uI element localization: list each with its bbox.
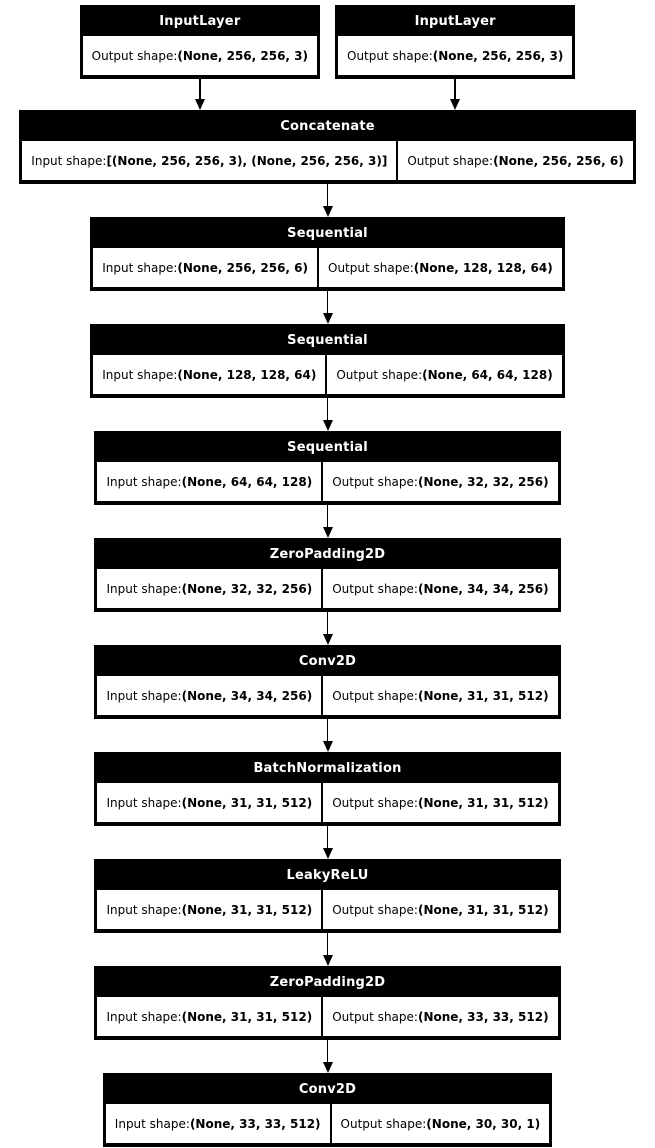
edge-line <box>327 719 329 741</box>
arrowhead-icon <box>323 848 333 859</box>
shape-value: (None, 34, 34, 256) <box>181 688 313 703</box>
input-shape-cell <box>97 462 321 501</box>
connector-arrow <box>323 184 333 217</box>
layer-shapes <box>96 997 558 1038</box>
edge-line <box>327 612 329 634</box>
arrowhead-icon <box>195 99 205 110</box>
layer-shapes <box>96 783 558 824</box>
shape-label: Output shape: <box>407 153 494 168</box>
layer-title: BatchNormalization <box>96 754 558 783</box>
output-shape-cell <box>83 36 317 75</box>
edge-gap <box>323 826 333 859</box>
shape-value: (None, 256, 256, 3) <box>177 48 308 63</box>
shape-label: Output shape: <box>332 795 418 810</box>
arrowhead-icon <box>323 420 333 431</box>
layer-node-inputlayer-2 <box>335 5 575 79</box>
output-shape-cell <box>338 36 572 75</box>
layer-title: Sequential <box>92 326 562 355</box>
layer-title: ZeroPadding2D <box>96 968 558 997</box>
output-shape-cell <box>398 141 632 180</box>
shape-value: (None, 32, 32, 256) <box>181 581 313 596</box>
shape-value: (None, 256, 256, 6) <box>177 260 308 275</box>
layer-shapes <box>96 890 558 931</box>
shape-value: (None, 31, 31, 512) <box>417 688 549 703</box>
shape-value: (None, 31, 31, 512) <box>181 795 313 810</box>
shape-value: [(None, 256, 256, 3), (None, 256, 256, 3)] <box>106 153 388 168</box>
shape-value: (None, 30, 30, 1) <box>426 1116 541 1131</box>
edge-gap <box>323 933 333 966</box>
layer-node-sequential-1 <box>90 217 564 291</box>
output-shape-cell <box>327 355 561 394</box>
arrowhead-icon <box>323 206 333 217</box>
layer-node-zeropadding2d-1 <box>94 538 560 612</box>
edge-gap <box>323 398 333 431</box>
connector-arrow <box>323 933 333 966</box>
shape-label: Output shape: <box>336 367 423 382</box>
output-shape-cell <box>323 676 557 715</box>
arrowhead-icon <box>323 313 333 324</box>
arrowhead-icon <box>450 99 460 110</box>
shape-label: Input shape: <box>106 474 182 489</box>
layer-shapes <box>82 36 318 77</box>
connector-arrow <box>323 398 333 431</box>
input-shape-cell <box>97 997 321 1036</box>
output-shape-cell <box>323 997 557 1036</box>
output-shape-cell <box>323 462 557 501</box>
output-shape-cell <box>319 248 562 287</box>
layer-node-sequential-2 <box>90 324 564 398</box>
shape-label: Output shape: <box>91 48 178 63</box>
shape-label: Output shape: <box>328 260 414 275</box>
shape-label: Input shape: <box>102 260 178 275</box>
layer-title: Sequential <box>96 433 558 462</box>
shape-value: (None, 34, 34, 256) <box>417 581 549 596</box>
edge-line <box>327 933 329 955</box>
layer-node-conv2d-2 <box>103 1073 552 1147</box>
layer-title: Concatenate <box>21 112 633 141</box>
shape-value: (None, 256, 256, 6) <box>493 153 624 168</box>
input-layers-row <box>80 5 576 110</box>
shape-label: Input shape: <box>102 367 178 382</box>
output-shape-cell <box>323 569 557 608</box>
shape-value: (None, 31, 31, 512) <box>417 902 549 917</box>
edge-line <box>327 1040 329 1062</box>
shape-label: Input shape: <box>106 902 182 917</box>
edge-line <box>199 79 201 99</box>
layer-node-batchnormalization <box>94 752 560 826</box>
edge-gap <box>323 291 333 324</box>
connector-arrow <box>323 1040 333 1073</box>
input-shape-cell <box>97 676 321 715</box>
connector-arrow <box>323 505 333 538</box>
arrowhead-icon <box>323 634 333 645</box>
edge-line <box>327 505 329 527</box>
shape-label: Output shape: <box>332 1009 418 1024</box>
shape-value: (None, 64, 64, 128) <box>181 474 313 489</box>
connector-arrow <box>323 719 333 752</box>
layer-title: ZeroPadding2D <box>96 540 558 569</box>
input-shape-cell <box>22 141 396 180</box>
input-shape-cell <box>97 569 321 608</box>
input-branch-2 <box>335 5 575 110</box>
edge-gap <box>323 1040 333 1073</box>
input-shape-cell <box>106 1104 330 1143</box>
edge-line <box>454 79 456 99</box>
layer-node-concatenate <box>19 110 635 184</box>
edge-line <box>327 826 329 848</box>
layer-title: LeakyReLU <box>96 861 558 890</box>
output-shape-cell <box>332 1104 550 1143</box>
shape-label: Input shape: <box>106 581 182 596</box>
layer-shapes <box>96 462 558 503</box>
connector-arrow <box>323 612 333 645</box>
layer-node-sequential-3 <box>94 431 560 505</box>
arrowhead-icon <box>323 527 333 538</box>
connector-arrow <box>323 291 333 324</box>
layer-node-zeropadding2d-2 <box>94 966 560 1040</box>
edge-line <box>327 398 329 420</box>
connector-arrow <box>195 79 205 110</box>
layer-node-leakyrelu <box>94 859 560 933</box>
shape-value: (None, 33, 33, 512) <box>189 1116 321 1131</box>
input-shape-cell <box>97 890 321 929</box>
layer-shapes <box>92 248 562 289</box>
layer-shapes <box>21 141 633 182</box>
edge-gap <box>323 184 333 217</box>
shape-label: Output shape: <box>332 474 418 489</box>
layer-shapes <box>92 355 562 396</box>
shape-value: (None, 256, 256, 3) <box>432 48 564 63</box>
layer-shapes <box>105 1104 550 1145</box>
output-shape-cell <box>323 890 557 929</box>
layer-shapes <box>337 36 573 77</box>
shape-label: Output shape: <box>332 688 418 703</box>
input-shape-cell <box>93 248 317 287</box>
shape-value: (None, 128, 128, 64) <box>177 367 317 382</box>
edge-line <box>327 184 329 206</box>
layer-title: Conv2D <box>105 1075 550 1104</box>
connector-arrow <box>323 826 333 859</box>
edge-gap <box>323 505 333 538</box>
layer-shapes <box>96 569 558 610</box>
layer-title: InputLayer <box>337 7 573 36</box>
layer-shapes <box>96 676 558 717</box>
shape-label: Input shape: <box>106 688 182 703</box>
input-branch-1 <box>80 5 320 110</box>
arrowhead-icon <box>323 741 333 752</box>
shape-label: Input shape: <box>31 153 107 168</box>
input-shape-cell <box>97 783 321 822</box>
layer-title: Sequential <box>92 219 562 248</box>
shape-label: Input shape: <box>114 1116 190 1131</box>
arrowhead-icon <box>323 1062 333 1073</box>
edge-gap <box>323 612 333 645</box>
arrowhead-icon <box>323 955 333 966</box>
shape-value: (None, 32, 32, 256) <box>417 474 549 489</box>
shape-label: Input shape: <box>106 795 182 810</box>
shape-value: (None, 31, 31, 512) <box>181 902 313 917</box>
shape-value: (None, 31, 31, 512) <box>181 1009 313 1024</box>
layer-title: InputLayer <box>82 7 318 36</box>
output-shape-cell <box>323 783 557 822</box>
shape-value: (None, 64, 64, 128) <box>422 367 553 382</box>
edge-line <box>327 291 329 313</box>
shape-value: (None, 31, 31, 512) <box>417 795 549 810</box>
shape-value: (None, 33, 33, 512) <box>417 1009 549 1024</box>
shape-label: Output shape: <box>332 902 418 917</box>
shape-label: Input shape: <box>106 1009 182 1024</box>
shape-label: Output shape: <box>332 581 418 596</box>
input-shape-cell <box>93 355 325 394</box>
shape-value: (None, 128, 128, 64) <box>413 260 553 275</box>
layer-node-conv2d-1 <box>94 645 560 719</box>
connector-arrow <box>450 79 460 110</box>
shape-label: Output shape: <box>347 48 433 63</box>
layer-node-inputlayer-1 <box>80 5 320 79</box>
layer-title: Conv2D <box>96 647 558 676</box>
edge-gap <box>323 719 333 752</box>
shape-label: Output shape: <box>340 1116 427 1131</box>
